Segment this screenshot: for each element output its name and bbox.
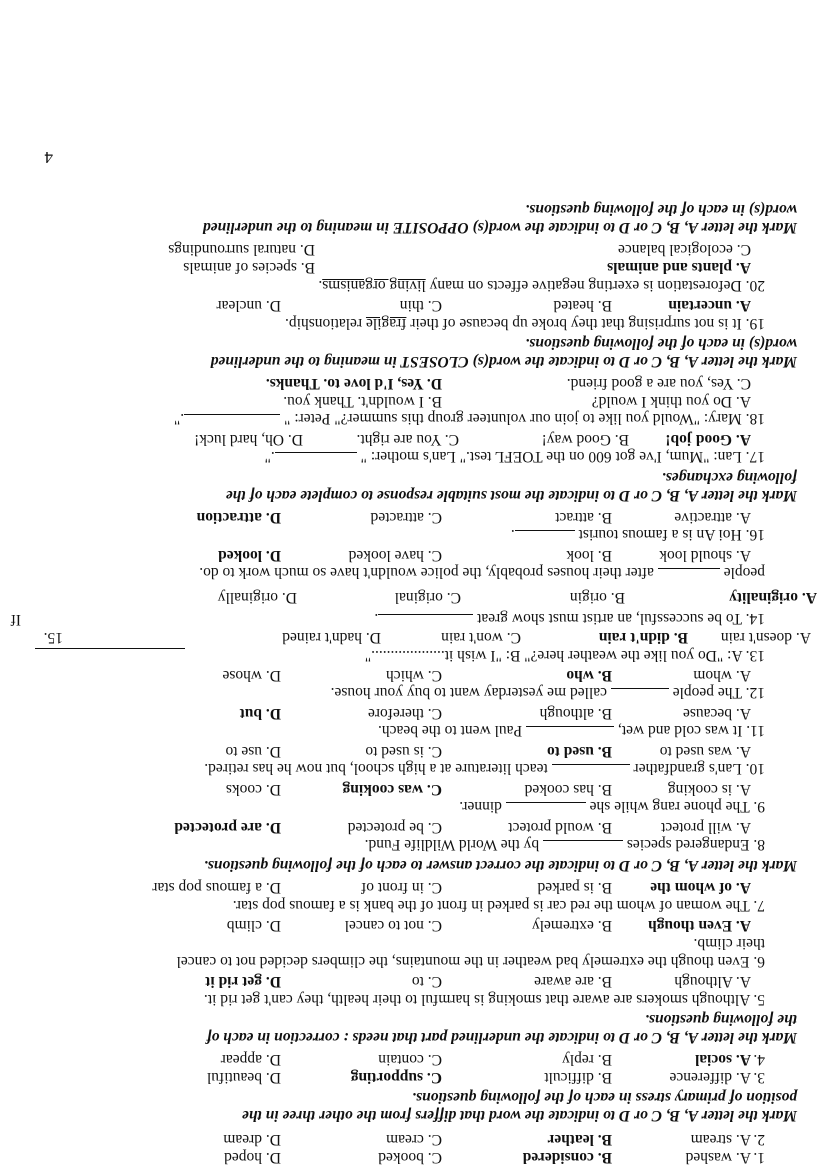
option-b: B. considered	[522, 1149, 612, 1166]
option-d: D. attraction	[196, 509, 281, 526]
underlined-word: fragile	[365, 315, 407, 332]
option-a: A. doesn't rain	[720, 629, 811, 646]
question-7-text: 7. The woman of whom the red car is parked in front of the bank is a famous pop star.	[232, 897, 765, 914]
option-a: A. Although	[674, 973, 751, 990]
option-c: C. won't rain	[441, 629, 521, 646]
answer-blank	[611, 688, 669, 702]
option-b: B. has cooked	[524, 781, 612, 798]
option-c: C. which	[386, 667, 442, 684]
question-15-if: If	[10, 611, 21, 628]
question-14-text: 14. To be successful, an artist must show great . If	[10, 610, 765, 628]
option-d: D. dream	[223, 1131, 281, 1148]
option-a: A. washed	[685, 1149, 751, 1166]
option-d: D. get rid it	[205, 973, 281, 990]
option-d: D. climb	[226, 917, 281, 934]
page-number: 4	[44, 148, 53, 167]
option-c: C. therefore	[367, 705, 442, 722]
option-a: A. will protect	[661, 819, 751, 836]
option-b: B. difficult	[544, 1069, 612, 1086]
option-d: D. natural surroundings	[168, 241, 315, 258]
question-1	[224, 1148, 765, 1166]
answer-blank	[515, 530, 575, 544]
instruction-exchanges-line1: Mark the letter A, B, C or D to indicate the most suitable response to complete each of the	[225, 487, 797, 504]
option-b: B. leather	[547, 1131, 612, 1148]
option-a: A. is cooking	[667, 781, 751, 798]
answer-blank	[552, 764, 630, 778]
question-11-text: 11. It was cold and wet, Paul went to the beach.	[377, 722, 765, 739]
option-c: C. was cooking	[342, 781, 442, 798]
option-a: A. plants and animals	[607, 259, 751, 276]
instruction-closest-line2: word(s) in each of the following questions.	[525, 335, 797, 352]
answer-blank	[275, 452, 357, 466]
option-a: A. Do you think I would?	[591, 393, 751, 410]
question-2	[223, 1130, 765, 1148]
question-6-text-cont: their climb.	[693, 935, 765, 952]
instruction-exchanges-line2: following exchanges.	[661, 469, 797, 486]
option-c: C. You are right.	[356, 431, 459, 448]
answer-blank	[526, 726, 614, 740]
option-b: B. who	[566, 667, 612, 684]
option-a: A. whom	[693, 667, 751, 684]
option-b: B. look	[566, 547, 612, 564]
option-a: A. of whom the	[650, 879, 751, 896]
option-b: B. would protect	[508, 819, 612, 836]
option-a: A. originality	[729, 589, 817, 606]
option-a: A. was used to	[659, 743, 751, 760]
option-b: B. is parked	[537, 879, 612, 896]
option-d: D. originally	[217, 589, 297, 606]
option-d: D. unclear	[216, 297, 281, 314]
instruction-stress-line1: Mark the letter A, B, C or D to indicate the word that differs from the other three in the	[241, 1107, 797, 1124]
answer-blank	[35, 648, 185, 662]
answer-blank	[506, 802, 586, 816]
question-6-text: 6. Even though the extremely bad weather in the mountains, the climbers decided not to cancel	[176, 953, 765, 970]
question-20-text: 20. Deforestation is exerting negative effects on many living organisms.	[318, 277, 765, 294]
option-b: B. didn't rain	[598, 629, 688, 646]
option-b: B. I wouldn't. Thank you.	[283, 393, 442, 410]
instruction-opposite-line1: Mark the letter A, B, C or D to indicate the word(s) OPPOSITE in meaning to the underlined	[202, 219, 797, 236]
option-c: C. to	[411, 973, 442, 990]
instruction-closest-line1: Mark the letter A, B, C or D to indicate the word(s) CLOSEST in meaning to the underlined	[210, 353, 797, 370]
option-a: A. stream	[690, 1131, 751, 1148]
underlined-word: living organisms	[322, 277, 426, 294]
option-a: A. Good job!	[665, 431, 751, 448]
option-b: B. origin	[569, 589, 625, 606]
option-d: D. appear	[220, 1051, 281, 1068]
option-b: B. Good way!	[541, 431, 629, 448]
option-d: D. but	[239, 705, 281, 722]
option-b: B. although	[539, 705, 612, 722]
option-c: C. contain	[378, 1051, 442, 1068]
question-15-text: people after their houses probably, the police wouldn't have so much work to do.	[199, 564, 765, 581]
question-10-text: 10. Lan's grandfather teach literature at a high school, but now he has retired.	[204, 760, 765, 777]
option-c: C. ecological balance	[618, 241, 751, 258]
option-b: B. species of animals	[183, 259, 315, 276]
question-4: 4. A. social B. reply C. contain D. appear	[220, 1051, 765, 1068]
question-9-text: 9. The phone rang while she dinner.	[459, 798, 765, 815]
option-d: D. a famous pop star	[152, 879, 281, 896]
option-a: A. attractive	[674, 509, 751, 526]
instruction-correction-line2: the following questions.	[644, 1011, 797, 1028]
option-d: D. Oh, hard luck!	[194, 431, 303, 448]
answer-blank	[378, 614, 473, 628]
option-c: C. booked	[378, 1149, 442, 1166]
option-d: D. use to	[225, 743, 281, 760]
option-d: D. looked	[218, 547, 281, 564]
question-3: 3. A. difference B. difficult C. supporting D. beautiful	[206, 1069, 765, 1086]
answer-blank	[543, 840, 623, 854]
question-18-text: 18. Mary: "Would you like to join our volunteer group this summer?" Peter: " ."	[173, 410, 765, 427]
option-c: C. attracted	[370, 509, 442, 526]
option-c: C. original	[394, 589, 461, 606]
question-number: 1.	[753, 1149, 765, 1166]
option-c: C. be protected	[347, 819, 442, 836]
option-a: A. should look	[659, 547, 751, 564]
instruction-correction-line1: Mark the letter A, B, C or D to indicate the underlined part that needs : correction in each of	[206, 1029, 797, 1046]
option-c: C. in front of	[361, 879, 442, 896]
question-13-text: 13. A: "Do you like the weather here?" B: "I wish it..................."	[5, 646, 765, 664]
option-b: B. heated	[553, 297, 612, 314]
option-d: D. hadn't rained	[282, 629, 381, 646]
option-a: A. Even though	[648, 917, 751, 934]
option-a: A. uncertain	[668, 297, 751, 314]
option-d: D. hoped	[224, 1149, 281, 1166]
answer-blank	[184, 414, 280, 428]
question-19-text: 19. It is not surprising that they broke up because of their fragile relationship.	[285, 315, 765, 332]
option-c: C. thin	[399, 297, 442, 314]
option-b: B. are aware	[534, 973, 612, 990]
instruction-opposite-line2: word(s) in each of the following questions.	[525, 201, 797, 218]
option-c: C. not to cancel	[344, 917, 442, 934]
question-8-text: 8. Endangered species by the World Wildlife Fund.	[364, 836, 765, 853]
option-c: C. cream	[386, 1131, 442, 1148]
question-number: 2.	[753, 1131, 765, 1148]
option-d: D. are protected	[174, 819, 281, 836]
option-c: C. have looked	[348, 547, 442, 564]
option-a: A. difference	[669, 1069, 751, 1086]
option-c: C. supporting	[350, 1069, 442, 1086]
question-16-text: 16. Hoi An is a famous tourist .	[510, 526, 765, 543]
option-b: B. used to	[546, 743, 612, 760]
option-d: D. Yes, I'd love to. Thanks.	[265, 375, 442, 392]
option-a: A. social	[695, 1051, 751, 1068]
answer-blank	[658, 568, 720, 582]
instruction-stress-line2: position of primary stress in each of the following questions.	[412, 1089, 797, 1106]
instruction-correct-answer: Mark the letter A, B, C or D to indicate the correct answer to each of the following questions.	[203, 857, 797, 874]
option-d: D. beautiful	[206, 1069, 281, 1086]
question-12-text: 12. The people called me yesterday want to buy your house.	[330, 684, 765, 701]
option-b: B. attract	[555, 509, 612, 526]
option-d: D. cooks	[225, 781, 281, 798]
option-c: C. Yes, you are a good friend.	[566, 375, 751, 392]
option-c: C. is used to	[365, 743, 442, 760]
question-15-number: 15.	[43, 629, 63, 646]
option-b: B. reply	[562, 1051, 612, 1068]
question-5-text: 5. Although smokers are aware that smoking is harmful to their health, they can't get rid it.	[203, 991, 765, 1008]
option-d: D. whose	[222, 667, 281, 684]
question-17-text: 17. Lan: "Mum, I've got 600 on the TOEFL test." Lan's mother: " ."	[264, 448, 765, 465]
option-a: A. because	[683, 705, 751, 722]
option-b: B. extremely	[531, 917, 612, 934]
